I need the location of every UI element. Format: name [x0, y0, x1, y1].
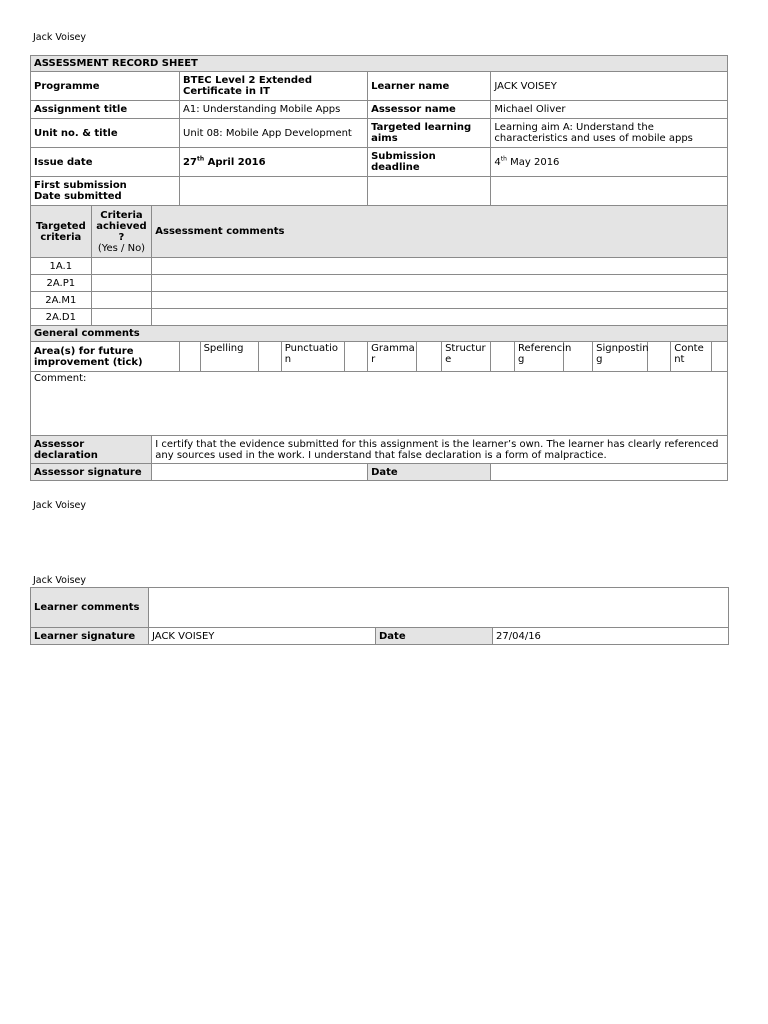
- header-name: Jack Voisey: [33, 575, 86, 586]
- improvement-tick-box[interactable]: [345, 342, 368, 372]
- assessor-date-value: [491, 464, 728, 481]
- improvement-area-label: Conte nt: [671, 342, 712, 372]
- criteria-code: 2A.P1: [31, 275, 92, 292]
- criteria-row: [31, 292, 728, 309]
- targeted-criteria-header: Targeted criteria: [31, 206, 92, 258]
- issue-date-value: 27th April 2016: [180, 148, 368, 177]
- assessor-name-value: Michael Oliver: [491, 101, 728, 119]
- criteria-comment-cell: [152, 275, 728, 292]
- criteria-comment-cell: [152, 309, 728, 326]
- criteria-achieved-cell: [91, 275, 152, 292]
- improvement-area-label: Punctuatio n: [281, 342, 345, 372]
- assessor-name-label: Assessor name: [368, 101, 491, 119]
- criteria-achieved-cell: [91, 309, 152, 326]
- improvement-area-label: Signpostin g: [593, 342, 647, 372]
- programme-label: Programme: [31, 72, 180, 101]
- improvement-tick-box[interactable]: [712, 342, 728, 372]
- improvement-tick-box[interactable]: [417, 342, 442, 372]
- comment-box: Comment:: [31, 372, 728, 436]
- criteria-code: 1A.1: [31, 258, 92, 275]
- assessment-record-sheet: [30, 55, 728, 481]
- targeted-aims-label: Targeted learning aims: [368, 119, 491, 148]
- improvement-area-label: Gramma r: [368, 342, 417, 372]
- first-submission-label: First submission Date submitted: [31, 177, 180, 206]
- improvement-tick-box[interactable]: [647, 342, 671, 372]
- criteria-row: [31, 258, 728, 275]
- assessment-comments-header: Assessment comments: [152, 206, 728, 258]
- unit-label: Unit no. & title: [31, 119, 180, 148]
- sheet-title: ASSESSMENT RECORD SHEET: [31, 56, 728, 72]
- first-submission-extra: [368, 177, 491, 206]
- assignment-title-label: Assignment title: [31, 101, 180, 119]
- submission-deadline-label: Submission deadline: [368, 148, 491, 177]
- submission-deadline-value: 4th May 2016: [491, 148, 728, 177]
- assessor-declaration-label: Assessor declaration: [31, 436, 152, 464]
- assessor-signature-label: Assessor signature: [31, 464, 152, 481]
- criteria-row: [31, 309, 728, 326]
- criteria-code: 2A.D1: [31, 309, 92, 326]
- issue-date-label: Issue date: [31, 148, 180, 177]
- criteria-comment-cell: [152, 258, 728, 275]
- first-submission-extra-value: [491, 177, 728, 206]
- header-name: Jack Voisey: [33, 32, 86, 43]
- general-comments-header: General comments: [31, 326, 728, 342]
- targeted-aims-value: Learning aim A: Understand the characteristics and uses of mobile apps: [491, 119, 728, 148]
- improvement-tick-box[interactable]: [491, 342, 515, 372]
- assignment-title-value: A1: Understanding Mobile Apps: [180, 101, 368, 119]
- learner-comments-value: [149, 588, 729, 628]
- learner-name-label: Learner name: [368, 72, 491, 101]
- criteria-achieved-cell: [91, 292, 152, 309]
- criteria-achieved-header: Criteria achieved ? (Yes / No): [91, 206, 152, 258]
- improvement-spacer: [180, 342, 201, 372]
- learner-signature-value: JACK VOISEY: [149, 628, 376, 645]
- criteria-code: 2A.M1: [31, 292, 92, 309]
- assessor-declaration-text: I certify that the evidence submitted for this assignment is the learner’s own. The learner has clearly referenced any sources used in the work. I understand that false declaration is a form of malpractice.: [152, 436, 728, 464]
- criteria-achieved-cell: [91, 258, 152, 275]
- footer-name: Jack Voisey: [33, 500, 86, 511]
- learner-name-value: JACK VOISEY: [491, 72, 728, 101]
- learner-date-value: 27/04/16: [493, 628, 729, 645]
- improvement-area-label: Referencin g: [515, 342, 564, 372]
- learner-date-label: Date: [376, 628, 493, 645]
- learner-section: [30, 587, 729, 645]
- programme-value: BTEC Level 2 Extended Certificate in IT: [180, 72, 368, 101]
- unit-value: Unit 08: Mobile App Development: [180, 119, 368, 148]
- criteria-comment-cell: [152, 292, 728, 309]
- assessor-signature-value: [152, 464, 368, 481]
- future-improvement-label: Area(s) for future improvement (tick): [31, 342, 180, 372]
- improvement-area-label: Spelling: [200, 342, 259, 372]
- learner-comments-label: Learner comments: [31, 588, 149, 628]
- learner-signature-label: Learner signature: [31, 628, 149, 645]
- criteria-row: [31, 275, 728, 292]
- improvement-tick-box[interactable]: [259, 342, 282, 372]
- first-submission-value: [180, 177, 368, 206]
- improvement-area-label: Structur e: [442, 342, 491, 372]
- assessor-date-label: Date: [368, 464, 491, 481]
